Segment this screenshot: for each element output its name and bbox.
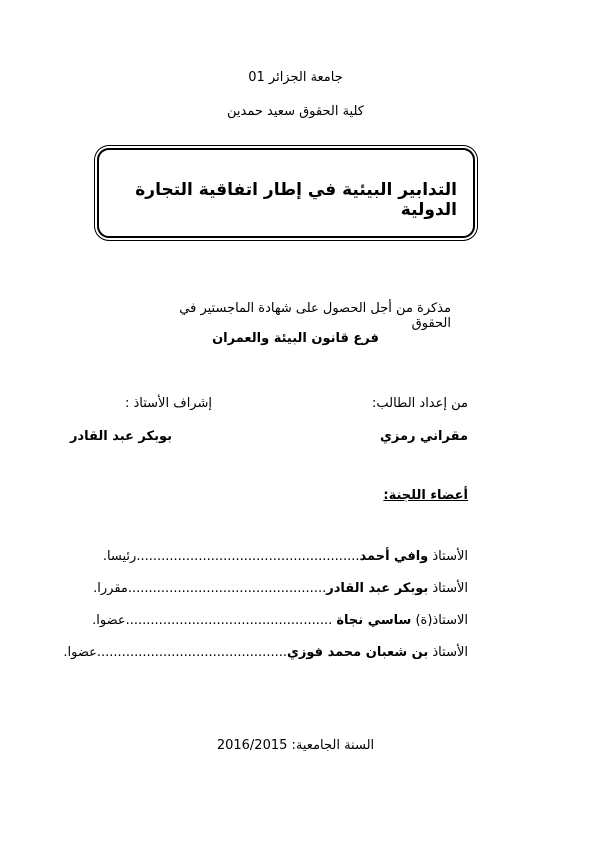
branch-name: فرع قانون البيئة والعمران	[212, 331, 379, 346]
university-name: جامعة الجزائر 01	[248, 70, 343, 85]
prepared-by-label: من إعداد الطالب:	[371, 396, 468, 411]
member-prefix: الأستاذ	[428, 645, 468, 660]
supervisor-name: بوبكر عبد القادر	[69, 429, 172, 444]
member-name: ساسي نجاة	[336, 613, 412, 628]
member-name: وافي أحمد	[359, 549, 429, 564]
member-prefix: الاستاذ(ة)	[411, 613, 468, 628]
committee-member	[60, 613, 468, 628]
faculty-name: كلية الحقوق سعيد حمدين	[227, 104, 364, 119]
member-dots: ..............................................	[96, 645, 287, 660]
academic-year: السنة الجامعية: 2016/2015	[216, 738, 375, 753]
committee-heading: أعضاء اللجنة:	[383, 488, 468, 503]
member-role: عضوا.	[92, 613, 126, 628]
student-name: مقراني رمزي	[379, 429, 468, 444]
member-role: عضوا.	[63, 645, 97, 660]
memo-description: مذكرة من أجل الحصول على شهادة الماجستير في الحقوق	[179, 301, 451, 331]
thesis-title: التدابير البيئية في إطار اتفاقية التجارة الدولية	[135, 180, 457, 220]
member-dots: ......................................................	[136, 549, 360, 564]
member-prefix: الأستاذ	[428, 549, 468, 564]
member-role: رئيسا.	[102, 549, 137, 564]
committee-member	[60, 549, 468, 564]
supervisor-label: إشراف الأستاذ :	[124, 396, 212, 411]
member-name: بن شعبان محمد فوزي	[286, 645, 429, 660]
member-name: بوبكر عبد القادر	[326, 581, 429, 596]
member-dots: ................................................	[127, 581, 327, 596]
member-role: مقررا.	[93, 581, 128, 596]
committee-member	[60, 581, 468, 596]
member-prefix: الأستاذ	[428, 581, 468, 596]
committee-member	[60, 645, 468, 660]
member-dots: ..................................................	[125, 613, 337, 628]
